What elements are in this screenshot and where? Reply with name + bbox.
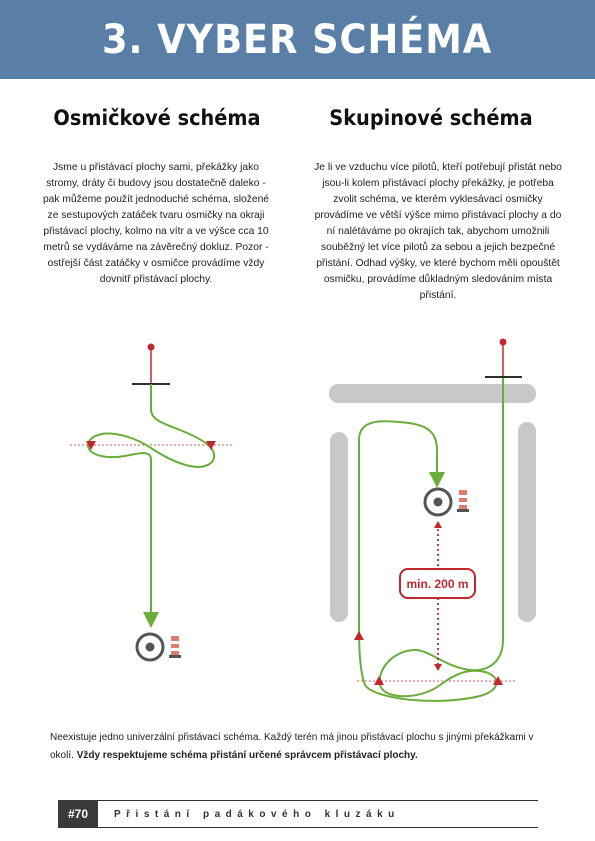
bottom-note [50, 729, 560, 765]
entry-point-marker [148, 344, 155, 351]
turn-marker-bottom-left [374, 676, 384, 685]
book-title: Přistání padákového kluzáku [114, 808, 400, 820]
windsock-icon [457, 490, 469, 512]
entry-point-marker [500, 339, 507, 346]
page-title: 3. VYBER SCHÉMA [102, 16, 493, 63]
figure-eight-path [88, 384, 214, 620]
obstacle-left [330, 432, 348, 622]
obstacle-top [329, 384, 536, 403]
page-footer [58, 800, 538, 828]
turn-marker-left [354, 631, 364, 640]
figure-eight-title: Osmičkové schéma [53, 106, 261, 130]
distance-arrow-down [434, 664, 442, 671]
distance-arrow-up [434, 521, 442, 528]
landing-target-icon [137, 634, 163, 660]
obstacle-right [518, 422, 536, 622]
group-pattern-diagram [329, 339, 536, 701]
page-number: #70 [58, 800, 98, 828]
figure-eight-diagram [70, 344, 232, 661]
group-pattern-title: Skupinové schéma [329, 106, 533, 130]
windsock-icon [169, 636, 181, 658]
landing-target-icon [425, 489, 451, 515]
distance-label: min. 200 m [406, 577, 469, 591]
figure-eight-text: Jsme u přistávací plochy sami, překážky jako stromy, dráty či budovy jsou dostatečně daleko - pak můžeme použít jednoduché schéma, složené ze sestupových zatáček tvaru osmičky na okraji přistávací plochy, kolmo na vítr a ve výšce cca 10 metrů se vydáváme na závěrečný dokluz. Pozor - ostřejší část zatáčky v osmičce provádíme vždy dovnitř přistávací plochy. [42, 162, 270, 285]
group-pattern-text: Je li ve vzduchu více pilotů, kteří potřebují přistát nebo jsou-li kolem přistávací plochy překážky, je potřeba zvolit schéma, ve kterém vyklesávací osmičky provádíme ve větší výšce mimo přistávací plochy a do ní nalétáváme po okrajích tak, abychom umožnili souběžný let více pilotů za sebou a jejich bezpečné přistání. Odhad výšky, ve které bychom měli opouštět osmičku, provádíme důkladným sledováním místa přistání. [314, 162, 562, 301]
bottom-note-regular: Neexistuje jedno univerzální přistávací schéma. Každý terén má jinou přistávací plochu s jinými překážkami v okolí. [50, 732, 534, 761]
bottom-note-bold: Vždy respektujeme schéma přistání určené správcem přistávací plochy. [76, 750, 418, 761]
group-pattern-path [359, 378, 503, 701]
